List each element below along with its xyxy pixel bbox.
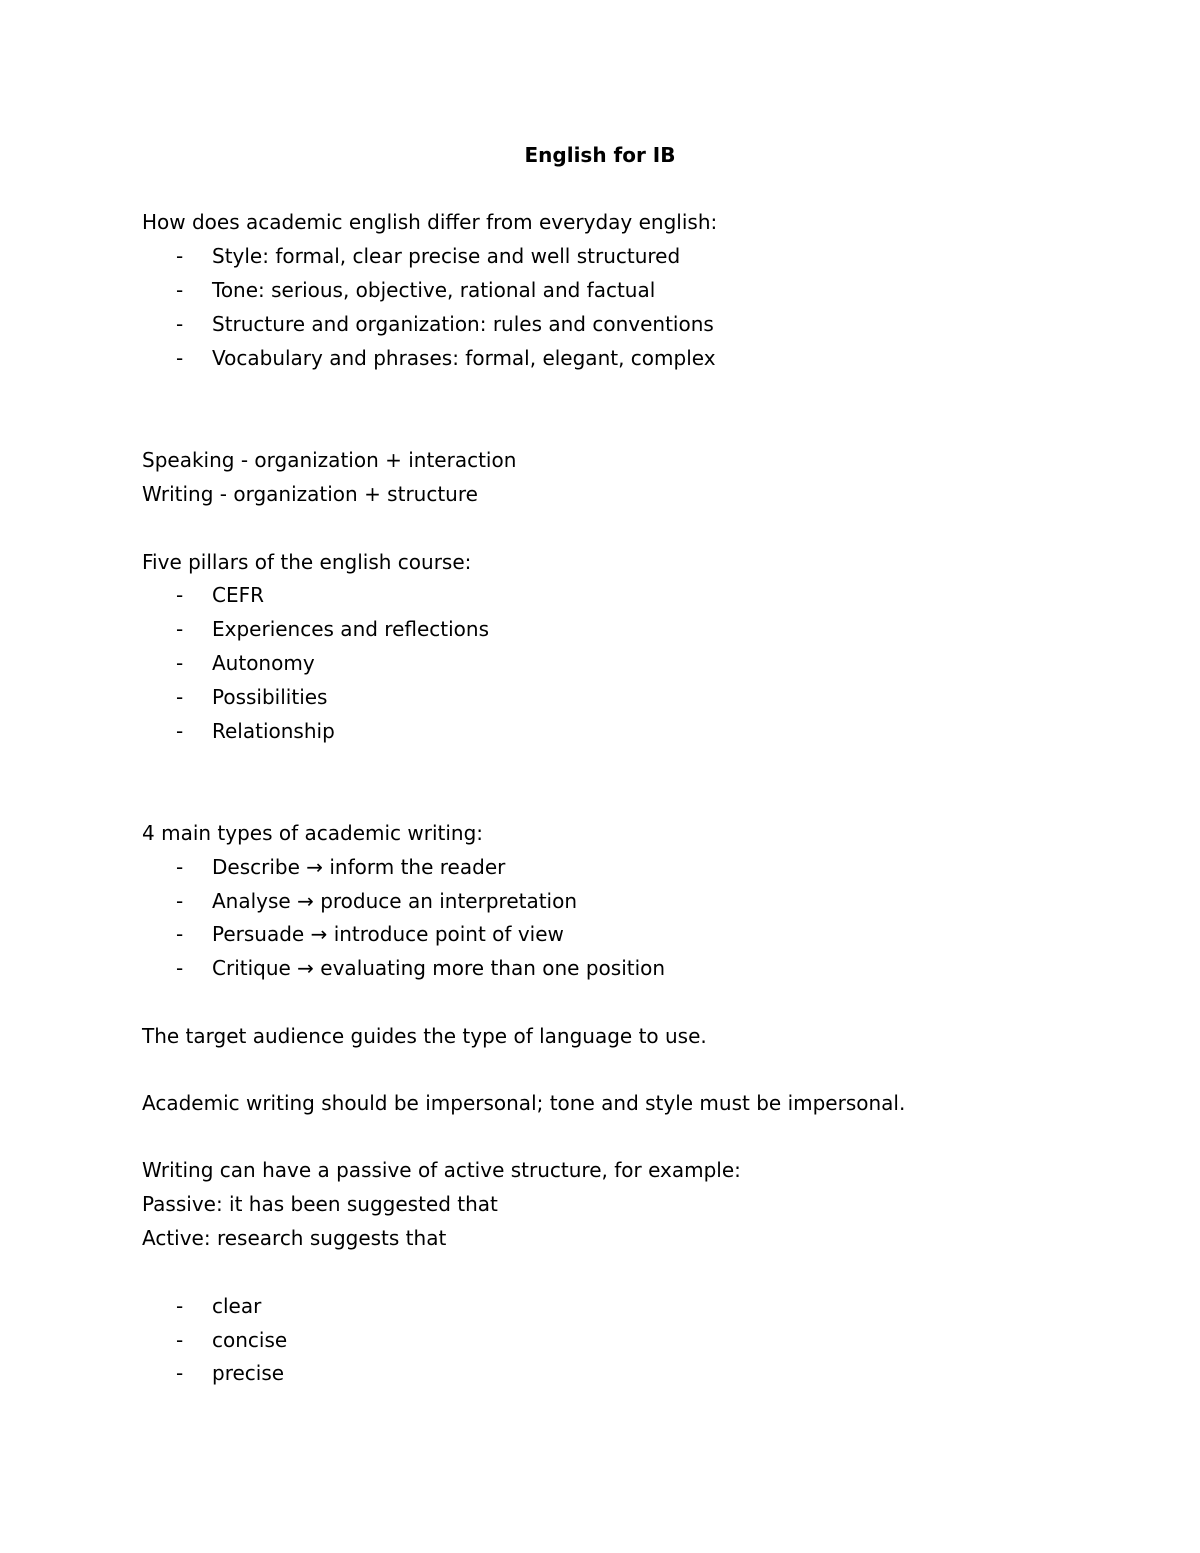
list-item-text: concise bbox=[212, 1328, 288, 1352]
bullet-dash: - bbox=[176, 346, 184, 370]
list-item-text: Style: formal, clear precise and well structured bbox=[212, 244, 681, 268]
section3-heading: 4 main types of academic writing: bbox=[142, 821, 484, 845]
list-item-text: Analyse → produce an interpretation bbox=[212, 889, 578, 913]
speaking-line: Speaking - organization + interaction bbox=[142, 448, 517, 472]
list-item-text: Relationship bbox=[212, 719, 335, 743]
list-item-text: Critique → evaluating more than one position bbox=[212, 956, 666, 980]
list-item bbox=[176, 683, 327, 711]
audience-line: The target audience guides the type of language to use. bbox=[142, 1024, 707, 1048]
list-item bbox=[176, 717, 335, 745]
list-item bbox=[176, 887, 577, 915]
bullet-dash: - bbox=[176, 651, 184, 675]
list-item bbox=[176, 1326, 287, 1354]
bullet-dash: - bbox=[176, 1294, 184, 1318]
list-item bbox=[176, 310, 714, 338]
list-item bbox=[176, 242, 680, 270]
list-item bbox=[176, 615, 489, 643]
list-item-text: Possibilities bbox=[212, 685, 328, 709]
voice-intro-line: Writing can have a passive of active structure, for example: bbox=[142, 1158, 741, 1182]
document-title: English for IB bbox=[524, 143, 676, 167]
bullet-dash: - bbox=[176, 617, 184, 641]
list-item bbox=[176, 920, 564, 948]
bullet-dash: - bbox=[176, 1361, 184, 1385]
list-item bbox=[176, 344, 716, 372]
bullet-dash: - bbox=[176, 956, 184, 980]
list-item-text: Vocabulary and phrases: formal, elegant, complex bbox=[212, 346, 716, 370]
section2-heading: Five pillars of the english course: bbox=[142, 550, 472, 574]
list-item bbox=[176, 1292, 261, 1320]
list-item-text: Persuade → introduce point of view bbox=[212, 922, 564, 946]
list-item-text: Tone: serious, objective, rational and factual bbox=[212, 278, 656, 302]
list-item bbox=[176, 1359, 284, 1387]
active-line: Active: research suggests that bbox=[142, 1226, 447, 1250]
list-item bbox=[176, 581, 264, 609]
list-item bbox=[176, 649, 315, 677]
passive-line: Passive: it has been suggested that bbox=[142, 1192, 498, 1216]
list-item bbox=[176, 276, 655, 304]
bullet-dash: - bbox=[176, 719, 184, 743]
bullet-dash: - bbox=[176, 244, 184, 268]
bullet-dash: - bbox=[176, 685, 184, 709]
list-item-text: CEFR bbox=[212, 583, 265, 607]
list-item-text: Structure and organization: rules and conventions bbox=[212, 312, 714, 336]
bullet-dash: - bbox=[176, 278, 184, 302]
list-item-text: Experiences and reflections bbox=[212, 617, 490, 641]
impersonal-line: Academic writing should be impersonal; tone and style must be impersonal. bbox=[142, 1091, 906, 1115]
section1-heading: How does academic english differ from everyday english: bbox=[142, 210, 718, 234]
bullet-dash: - bbox=[176, 312, 184, 336]
bullet-dash: - bbox=[176, 583, 184, 607]
list-item-text: Autonomy bbox=[212, 651, 315, 675]
list-item bbox=[176, 954, 665, 982]
bullet-dash: - bbox=[176, 889, 184, 913]
bullet-dash: - bbox=[176, 1328, 184, 1352]
list-item-text: precise bbox=[212, 1361, 285, 1385]
list-item-text: Describe → inform the reader bbox=[212, 855, 506, 879]
list-item-text: clear bbox=[212, 1294, 262, 1318]
bullet-dash: - bbox=[176, 855, 184, 879]
list-item bbox=[176, 853, 505, 881]
bullet-dash: - bbox=[176, 922, 184, 946]
writing-line: Writing - organization + structure bbox=[142, 482, 478, 506]
